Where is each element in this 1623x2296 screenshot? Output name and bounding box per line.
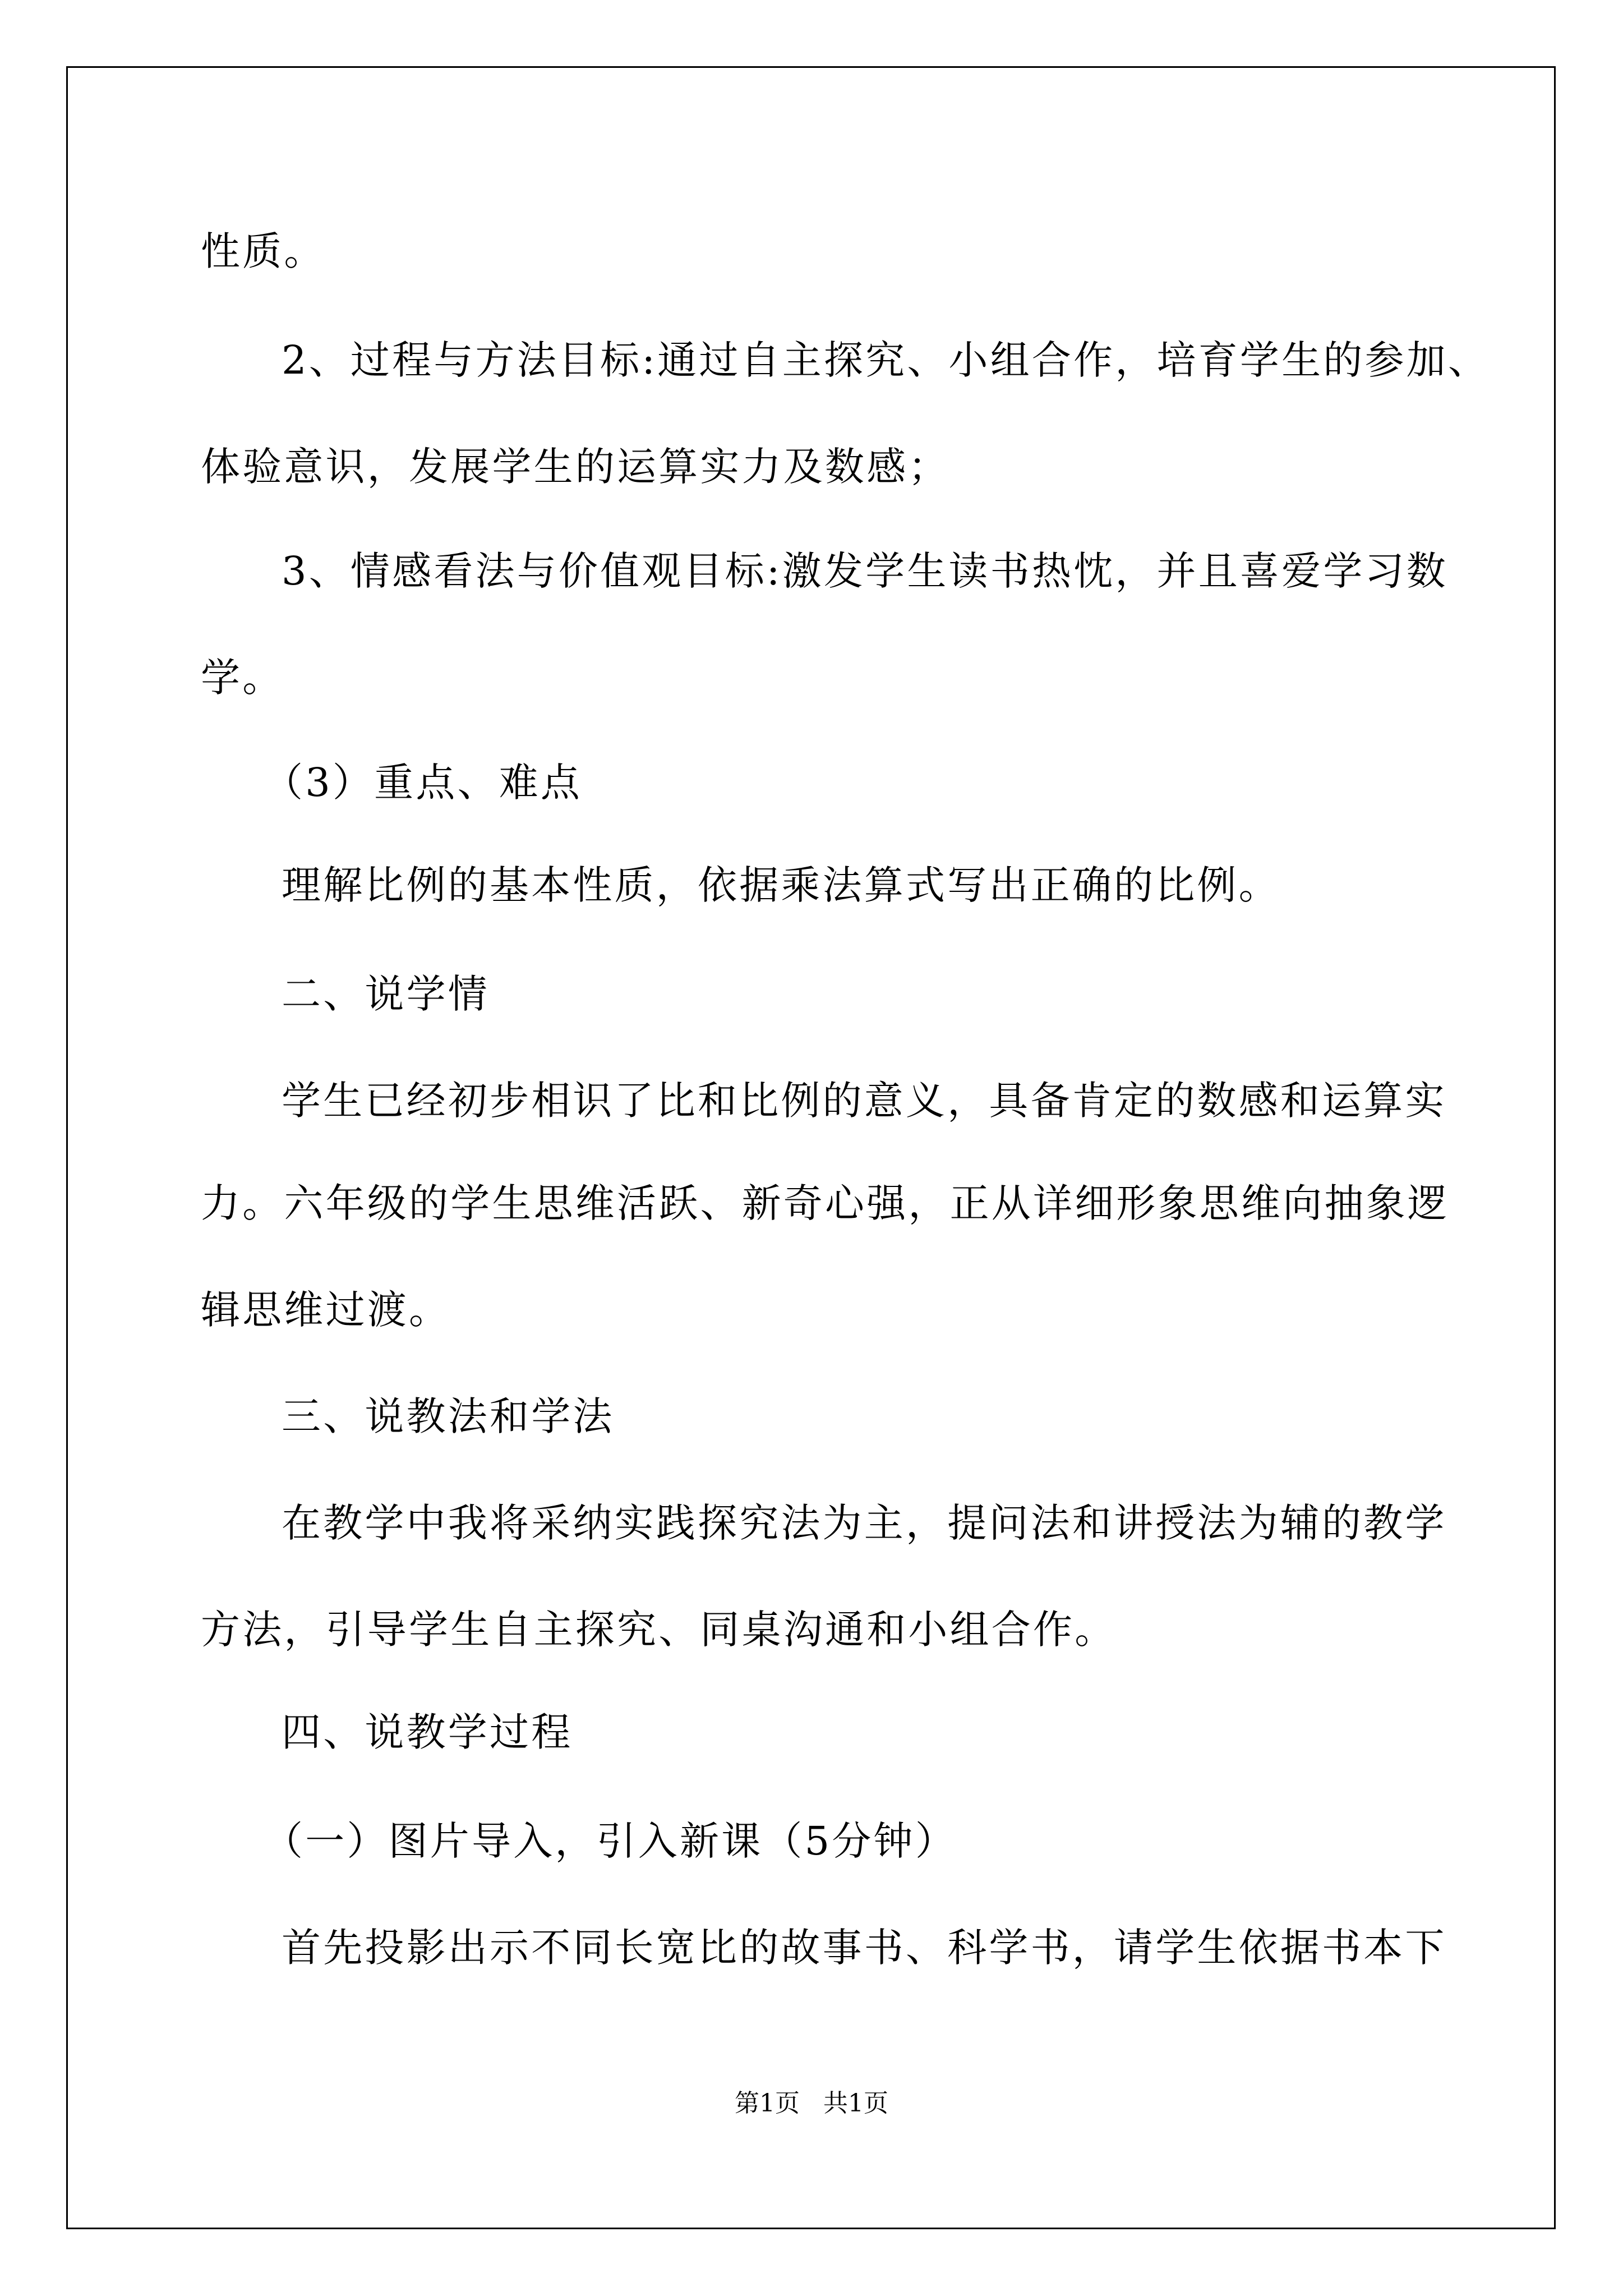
- text-line: 力。六年级的学生思维活跃、新奇心强，正从详细形象思维向抽象逻: [201, 1180, 1449, 1226]
- section-heading: （3）重点、难点: [264, 760, 583, 806]
- section-heading: 四、说教学过程: [282, 1709, 573, 1755]
- text-line: 体验意识，发展学生的运算实力及数感；: [201, 444, 950, 490]
- text-line: 方法，引导学生自主探究、同桌沟通和小组合作。: [201, 1607, 1117, 1653]
- page-footer: 第1页 共1页: [735, 2089, 888, 2118]
- section-heading: 二、说学情: [282, 971, 490, 1017]
- text-line: 学。: [201, 655, 284, 701]
- text-line: 在教学中我将采纳实践探究法为主，提问法和讲授法为辅的教学: [282, 1500, 1447, 1546]
- text-line: 学生已经初步相识了比和比例的意义，具备肯定的数感和运算实: [282, 1078, 1447, 1124]
- page-border: [66, 66, 1556, 2229]
- section-heading: 三、说教法和学法: [282, 1393, 615, 1439]
- section-heading: （一）图片导入，引入新课（5分钟）: [264, 1818, 957, 1864]
- text-line: 理解比例的基本性质，依据乘法算式写出正确的比例。: [282, 862, 1280, 908]
- text-line: 辑思维过渡。: [201, 1287, 451, 1333]
- text-line: 性质。: [201, 228, 326, 274]
- text-line: 2、过程与方法目标:通过自主探究、小组合作，培育学生的参加、: [282, 337, 1490, 383]
- text-line: 3、情感看法与价值观目标:激发学生读书热忱，并且喜爱学习数: [282, 548, 1448, 594]
- text-line: 首先投影出示不同长宽比的故事书、科学书，请学生依据书本下: [282, 1925, 1447, 1971]
